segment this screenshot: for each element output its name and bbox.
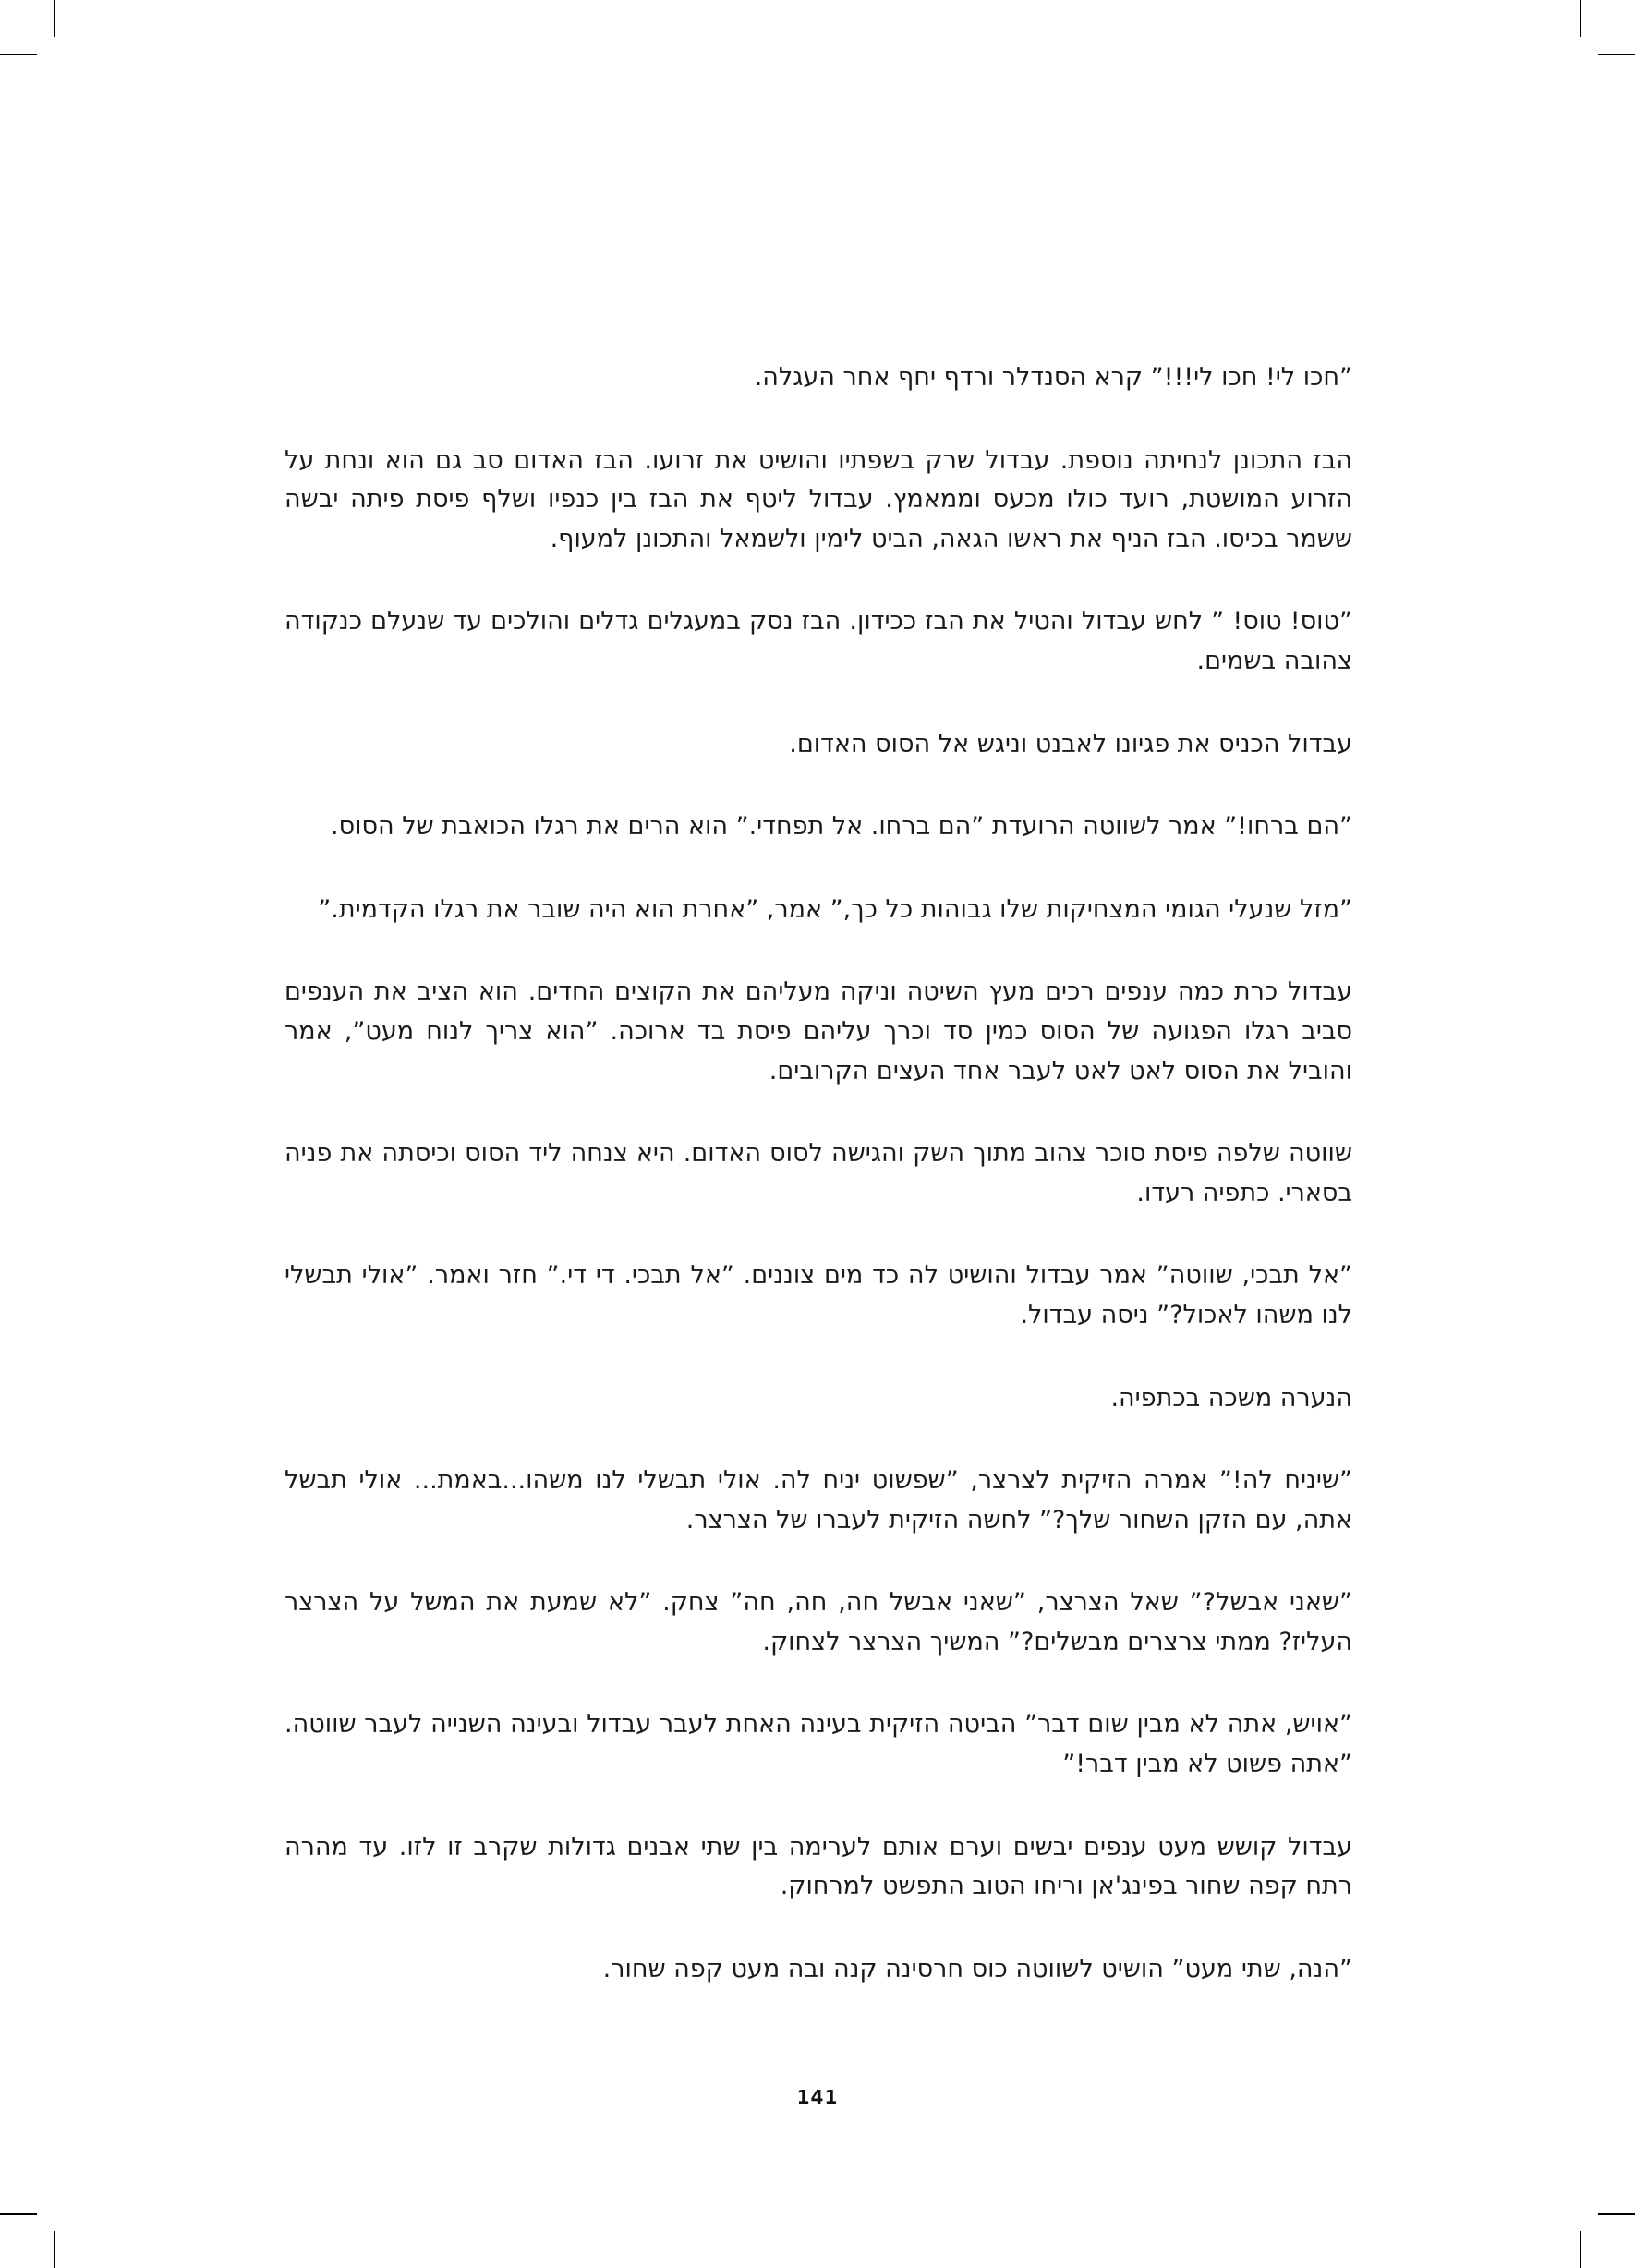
- paragraph: הבז התכונן לנחיתה נוספת. עבדול שרק בשפתיו והושיט את זרועו. הבז האדום סב גם הוא ונחת על הזרוע המושטת, רועד כולו מכעס וממאמץ. עבדול ליטף את הבז בין כנפיו ושלף פיסת פיתה יבשה ששמר בכיסו. הבז הניף את ראשו הגאה, הביט לימין ולשמאל והתכונן למעוף.: [285, 445, 1352, 553]
- paragraph: ”טוס! טוס! ” לחש עבדול והטיל את הבז ככידון. הבז נסק במעגלים גדלים והולכים עד שנעלם כנקודה צהובה בשמים.: [285, 607, 1352, 675]
- paragraph: הנערה משכה בכתפיה.: [1110, 1383, 1352, 1413]
- paragraph: עבדול קושש מעט ענפים יבשים וערם אותם לערימה בין שתי אבנים גדולות שקרב זו לזו. עד מהרה רתח קפה שחור בפינג'אן וריחו הטוב התפשט למרחוק.: [285, 1832, 1352, 1901]
- paragraph: עבדול הכניס את פגיונו לאבנט וניגש אל הסוס האדום.: [789, 729, 1352, 758]
- crop-mark-top-right-horizontal: [1598, 54, 1635, 55]
- paragraph: שווטה שלפה פיסת סוכר צהוב מתוך השק והגישה לסוס האדום. היא צנחה ליד הסוס וכיסתה את פניה בסארי. כתפיה רעדו.: [285, 1139, 1352, 1207]
- paragraph: ”חכו לי! חכו לי!!!” קרא הסנדלר ורדף יחף אחר העגלה.: [754, 363, 1352, 392]
- body-text: [285, 358, 1352, 2032]
- paragraph: ”שיניח לה!” אמרה הזיקית לצרצר, ”שפשוט יניח לה. אולי תבשלי לנו משהו...באמת... אולי תבשל אתה, עם הזקן השחור שלך?” לחשה הזיקית לעברו של הצרצר.: [285, 1466, 1352, 1534]
- crop-mark-bottom-left: [54, 2231, 55, 2268]
- crop-mark-top-left: [54, 0, 55, 37]
- paragraph: ”הנה, שתי מעט” הושיט לשווטה כוס חרסינה קנה ובה מעט קפה שחור.: [602, 1954, 1352, 1983]
- page-number: 141: [796, 2086, 839, 2108]
- crop-mark-top-left-horizontal: [0, 54, 37, 55]
- crop-mark-bottom-left-horizontal: [0, 2213, 37, 2215]
- paragraph: ”שאני אבשל?” שאל הצרצר, ”שאני אבשל חה, חה, חה” צחק. ”לא שמעת את המשל על הצרצר העליז? ממתי צרצרים מבשלים?” המשיך הצרצר לצחוק.: [285, 1588, 1352, 1656]
- paragraph: ”אל תבכי, שווטה” אמר עבדול והושיט לה כד מים צוננים. ”אל תבכי. די די.” חזר ואמר. ”אולי תבשלי לנו משהו לאכול?” ניסה עבדול.: [285, 1261, 1352, 1329]
- paragraph: ”הם ברחו!” אמר לשווטה הרועדת ”הם ברחו. אל תפחדי.” הוא הרים את רגלו הכואבת של הסוס.: [331, 812, 1352, 842]
- paragraph: עבדול כרת כמה ענפים רכים מעץ השיטה וניקה מעליהם את הקוצים החדים. הוא הציב את הענפים סביב רגלו הפגועה של הסוס כמין סד וכרך עליהם פיסת בד ארוכה. ”הוא צריך לנוח מעט”, אמר והוביל את הסוס לאט לאט לעבר אחד העצים הקרובים.: [285, 977, 1352, 1085]
- paragraph: ”מזל שנעלי הגומי המצחיקות שלו גבוהות כל כך,” אמר, ”אחרת הוא היה שובר את רגלו הקדמית.”: [318, 894, 1352, 924]
- crop-mark-top-right: [1580, 0, 1581, 37]
- crop-mark-bottom-right-horizontal: [1598, 2213, 1635, 2215]
- paragraph: ”אויש, אתה לא מבין שום דבר” הביטה הזיקית בעינה האחת לעבר עבדול ובעינה השנייה לעבר שווטה. ”אתה פשוט לא מבין דבר!”: [285, 1710, 1352, 1779]
- crop-mark-bottom-right: [1580, 2231, 1581, 2268]
